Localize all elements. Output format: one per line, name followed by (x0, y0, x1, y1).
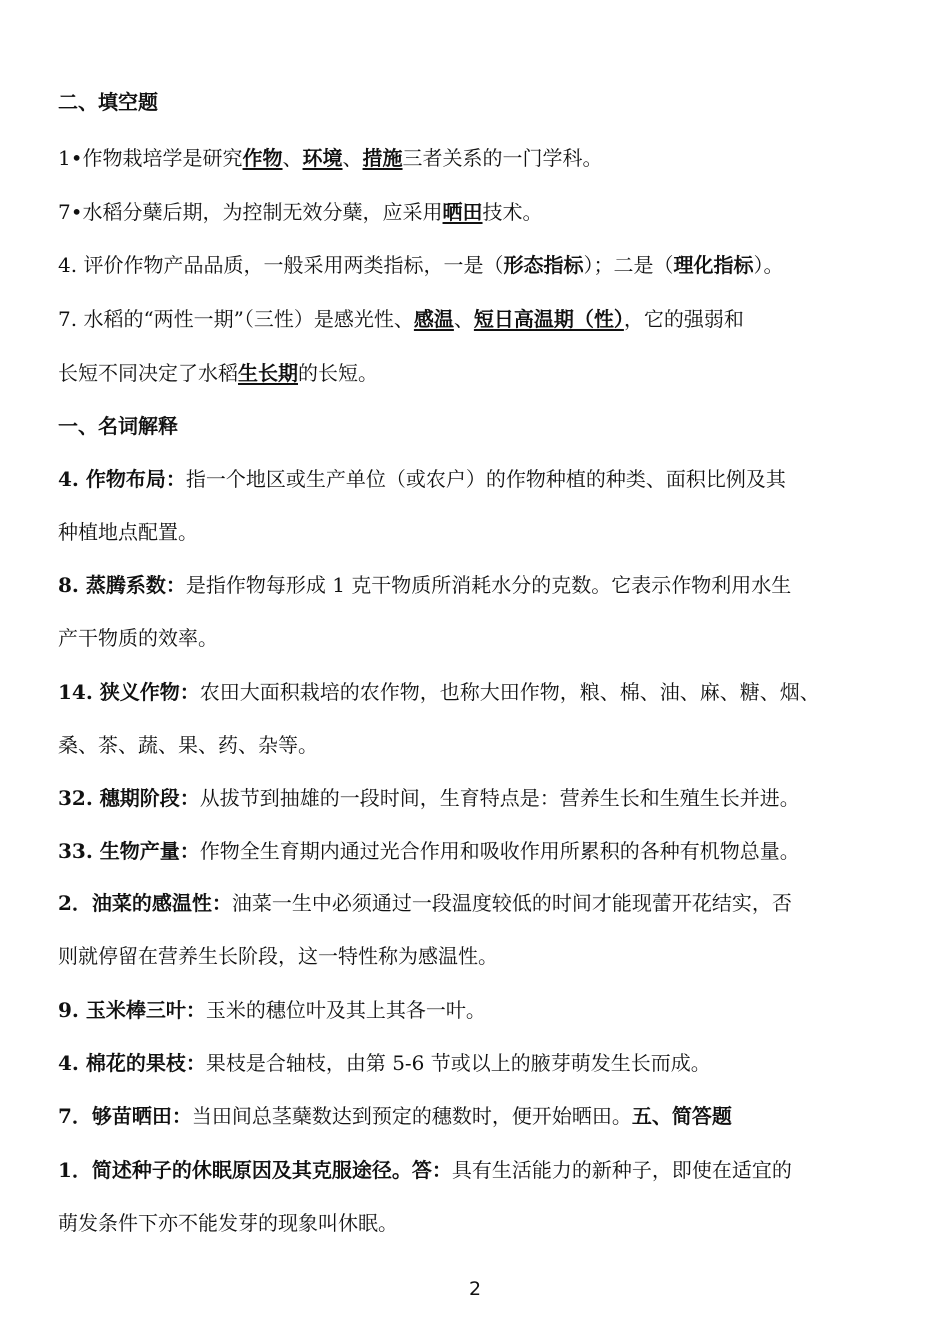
text-run: 1•作物栽培学是研究 (58, 146, 243, 170)
bold-text: 感温 (413, 307, 454, 331)
text-run: 三者关系的一门学科。 (402, 146, 603, 170)
text-line (58, 144, 908, 172)
text-run: 指一个地区或生产单位（或农户）的作物种植的种类、面积比例及其 (185, 467, 786, 491)
text-run: 玉米的穗位叶及其上其各一叶。 (205, 998, 486, 1022)
text-line (58, 305, 908, 333)
text-run: 果枝是合轴枝，由第 5-6 节或以上的腋芽萌发生长而成。 (205, 1051, 711, 1075)
text-line (58, 518, 908, 546)
text-run: 种植地点配置。 (58, 520, 198, 544)
text-run: 7•水稻分蘖后期，为控制无效分蘖，应采用 (58, 200, 443, 224)
text-run: 油菜一生中必须通过一段温度较低的时间才能现蕾开花结实，否 (231, 891, 792, 915)
text-line (58, 251, 908, 279)
text-line (58, 996, 908, 1024)
bold-text: 理化指标 (673, 253, 754, 277)
bold-text: 措施 (362, 146, 403, 170)
bold-text: 32. 穗期阶段： (58, 786, 200, 810)
text-line (58, 678, 908, 706)
text-run: 萌发条件下亦不能发芽的现象叫休眠。 (58, 1211, 398, 1235)
bold-text: 4. 棉花的果枝： (58, 1051, 206, 1075)
bold-text: 33. 生物产量： (58, 839, 200, 863)
text-run: 作物全生育期内通过光合作用和吸收作用所累积的各种有机物总量。 (199, 839, 800, 863)
bold-text: 生长期 (238, 361, 298, 385)
text-line (58, 1102, 908, 1130)
text-run: 长短不同决定了水稻 (58, 361, 238, 385)
text-run: 是指作物每形成 1 克干物质所消耗水分的克数。它表示作物利用水生 (185, 573, 792, 597)
text-run: 具有生活能力的新种子，即使在适宜的 (451, 1158, 792, 1182)
text-run: ，它的强弱和 (623, 307, 744, 331)
text-line (58, 88, 908, 116)
text-line (58, 889, 908, 917)
bold-text: 短日高温期（性） (473, 307, 624, 331)
text-line (58, 198, 908, 226)
text-run: 、 (282, 146, 303, 170)
bold-text: 作物 (242, 146, 283, 170)
text-line (58, 1049, 908, 1077)
bold-text: 五、简答题 (631, 1104, 732, 1128)
bold-text: 14. 狭义作物： (58, 680, 200, 704)
text-run: 4. 评价作物产品品质，一般采用两类指标，一是（ (58, 253, 504, 277)
bold-text: 8. 蒸腾系数： (58, 573, 186, 597)
text-run: 产干物质的效率。 (58, 626, 218, 650)
text-run: 技术。 (482, 200, 543, 224)
text-line (58, 624, 908, 652)
text-line (58, 412, 908, 440)
bold-text: 1．简述种子的休眠原因及其克服途径。答： (58, 1158, 452, 1182)
text-line (58, 1209, 908, 1237)
text-run: 7. 水稻的“两性一期”（三性）是感光性、 (58, 307, 414, 331)
bold-text: 二、填空题 (58, 90, 158, 114)
bold-text: 2．油菜的感温性： (58, 891, 232, 915)
text-run: 的长短。 (298, 361, 378, 385)
text-line (58, 731, 908, 759)
bold-text: 7．够苗晒田： (58, 1104, 192, 1128)
text-run: 桑、茶、蔬、果、药、杂等。 (58, 733, 318, 757)
bold-text: 9. 玉米棒三叶： (58, 998, 206, 1022)
page-number: 2 (468, 1278, 482, 1300)
text-line (58, 359, 908, 387)
text-run: 则就停留在营养生长阶段，这一特性称为感温性。 (58, 944, 498, 968)
bold-text: 4. 作物布局： (58, 467, 186, 491)
text-line (58, 571, 908, 599)
bold-text: 一、名词解释 (58, 414, 178, 438)
text-run: ）；二是（ (583, 253, 674, 277)
bold-text: 形态指标 (503, 253, 584, 277)
text-run: 农田大面积栽培的农作物，也称大田作物，粮、棉、油、麻、糖、烟、 (199, 680, 820, 704)
text-line (58, 465, 908, 493)
text-line (58, 1156, 908, 1184)
text-run: ）。 (753, 253, 784, 277)
text-line (58, 784, 908, 812)
text-run: 当田间总茎蘖数达到预定的穗数时，便开始晒田。 (191, 1104, 632, 1128)
bold-text: 环境 (302, 146, 343, 170)
text-run: 、 (453, 307, 474, 331)
text-run: 从拔节到抽雄的一段时间，生育特点是：营养生长和生殖生长并进。 (199, 786, 800, 810)
bold-text: 晒田 (442, 200, 483, 224)
text-run: 、 (342, 146, 363, 170)
text-line (58, 837, 908, 865)
text-line (58, 942, 908, 970)
